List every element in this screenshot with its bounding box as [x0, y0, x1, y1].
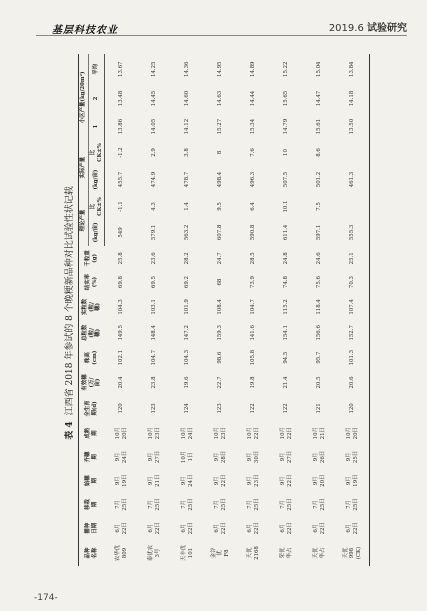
cell-actual-ck — [336, 141, 370, 165]
cell-growth-days: 120 — [336, 395, 370, 421]
col-group-theoretical: 理论产量 — [79, 195, 89, 247]
cell-filled-grains: 118.4 — [316, 299, 323, 315]
cell-actual-kg: 496.3 — [250, 171, 257, 188]
col-thousand-grain-weight: 千粒重 (g) — [79, 246, 105, 270]
cell-seed-setting: 69.5 — [151, 276, 158, 289]
cell-heading-full: 9月 25日 — [336, 445, 370, 469]
cell-maturity: 10月 20日 — [114, 427, 128, 440]
cell-plot-avg: 14.25 — [151, 61, 158, 77]
col-total-grains: 总粒数 (粒/ 穗) — [79, 320, 105, 346]
section-name: 试验研究 — [367, 23, 407, 34]
cell-heading-init: 9月 24日 — [181, 474, 194, 487]
journal-logo: 基层科技农业 — [52, 25, 118, 36]
cell-variety: 农华优 809 — [114, 544, 128, 562]
cell-plot-avg: 15.22 — [283, 61, 290, 77]
cell-transplant: 7月 25日 — [336, 493, 370, 517]
cell-heading-full: 9月 24日 — [114, 450, 128, 464]
cell-filled-grains: 107.4 — [336, 294, 370, 320]
cell-actual-kg: 507.5 — [283, 171, 290, 188]
issue-number: 2019.6 — [328, 23, 364, 34]
cell-seed-setting: 69.2 — [184, 276, 191, 289]
cell-total-grains: 148.4 — [151, 325, 158, 341]
cell-variety: 金谷 优 F8 — [210, 547, 231, 559]
cell-total-grains: 154.1 — [283, 325, 290, 341]
col-theoretical-yield: (kg/亩) — [88, 218, 105, 246]
cell-growth-days: 124 — [184, 403, 191, 414]
caption-number: 表 4 — [65, 421, 75, 440]
cell-eff-panicles: 20.4 — [118, 376, 125, 389]
cell-maturity: 10月 23日 — [214, 427, 227, 440]
header-row-1 — [79, 54, 89, 566]
col-plant-height: 株高 (cm) — [79, 346, 105, 370]
cell-heading-init: 9月 19日 — [114, 474, 128, 487]
cell-transplant: 7月 25日 — [214, 498, 227, 511]
cell-theo-ck: -1.1 — [118, 201, 125, 212]
cell-growth-days: 123 — [217, 403, 224, 414]
cell-sowing: 6月 22日 — [336, 516, 370, 540]
cell-eff-panicles: 20.5 — [316, 376, 323, 389]
cell-maturity: 10月 24日 — [181, 427, 194, 440]
cell-actual-kg: 455.7 — [118, 171, 125, 188]
cell-total-grains: 159.3 — [217, 325, 224, 341]
cell-plot2: 14.45 — [151, 90, 158, 107]
cell-theo-kg: 555.3 — [336, 218, 370, 246]
cell-sowing: 6月 22日 — [280, 522, 293, 535]
col-actual-yield: (kg/亩) — [88, 164, 105, 194]
cell-sowing: 6月 22日 — [114, 522, 128, 535]
cell-plot2: 14.18 — [336, 84, 370, 112]
header-rule — [36, 35, 407, 36]
cell-growth-days: 121 — [316, 403, 323, 414]
cell-theo-kg: 579.1 — [151, 224, 158, 241]
cell-plot-avg: 13.67 — [118, 61, 125, 77]
cell-theo-kg: 590.8 — [250, 224, 257, 241]
cell-transplant: 7月 25日 — [114, 498, 128, 511]
table-row — [138, 54, 171, 566]
cell-tgw: 25.1 — [336, 246, 370, 270]
cell-plot1: 15.61 — [316, 118, 323, 135]
cell-growth-days: 122 — [250, 403, 257, 414]
cell-tgw: 28.2 — [184, 252, 191, 265]
cell-heading-full: 9月 27日 — [280, 450, 293, 464]
cell-tgw: 24.8 — [283, 252, 290, 265]
cell-tgw: 25.8 — [118, 252, 125, 265]
cell-maturity: 10月 20日 — [336, 421, 370, 445]
cell-plot-avg: 13.84 — [336, 54, 370, 84]
cell-tgw: 28.5 — [250, 252, 257, 265]
cell-theo-ck: 6.4 — [250, 202, 257, 211]
cell-theo-ck: 4.3 — [151, 202, 158, 211]
cell-transplant: 7月 25日 — [280, 498, 293, 511]
cell-actual-kg: 501.2 — [316, 171, 323, 188]
cell-plot2: 15.65 — [283, 90, 290, 107]
cell-filled-grains: 103.1 — [151, 299, 158, 315]
cell-plot2: 14.60 — [184, 90, 191, 107]
cell-total-grains: 152.7 — [336, 320, 370, 346]
table-row — [336, 54, 370, 566]
cell-total-grains: 147.2 — [184, 325, 191, 341]
cell-plot1: 15.34 — [250, 118, 257, 135]
cell-plant-height: 94.5 — [283, 351, 290, 364]
table-row — [204, 54, 237, 566]
cell-plant-height: 101.3 — [336, 346, 370, 370]
cell-theo-ck — [336, 195, 370, 219]
col-filled-grains: 实粒数 (粒/ 穗) — [79, 294, 105, 320]
table-row — [303, 54, 336, 566]
cell-total-grains: 149.5 — [118, 325, 125, 341]
cell-transplant: 7月 25日 — [148, 498, 161, 511]
cell-plot1: 15.27 — [217, 118, 224, 135]
col-plot-average: 平均 — [88, 54, 105, 84]
cell-eff-panicles: 22.7 — [217, 376, 224, 389]
rotated-table-block — [58, 50, 398, 570]
cell-seed-setting: 75.6 — [316, 276, 323, 289]
col-variety: 品种 名称 — [79, 540, 105, 566]
col-group-actual: 实际产量 — [79, 141, 89, 195]
cell-filled-grains: 115.2 — [283, 299, 290, 315]
cell-plot2: 14.63 — [217, 90, 224, 107]
cell-eff-panicles: 20.6 — [336, 370, 370, 396]
trait-table — [78, 54, 370, 566]
cell-actual-ck: -1.2 — [118, 147, 125, 158]
cell-growth-days: 123 — [151, 403, 158, 414]
cell-theo-kg: 563.2 — [184, 224, 191, 241]
cell-sowing: 6月 22日 — [247, 522, 260, 535]
col-seed-setting: 结实率 (%) — [79, 270, 105, 294]
cell-heading-init: 9月 20日 — [313, 474, 326, 487]
cell-plant-height: 95.7 — [316, 351, 323, 364]
cell-actual-kg: 478.7 — [184, 171, 191, 188]
caption-text: 江西省 2018 年参试的 8 个晚粳新品种对比试验性状记载 — [65, 186, 75, 416]
cell-plot1: 14.79 — [283, 118, 290, 135]
cell-maturity: 10月 22日 — [247, 427, 260, 440]
cell-growth-days: 122 — [283, 403, 290, 414]
cell-heading-init: 9月 22日 — [214, 474, 227, 487]
cell-actual-ck: 7.6 — [250, 148, 257, 157]
cell-heading-full: 9月 27日 — [148, 450, 161, 464]
cell-heading-init: 9月 22日 — [280, 474, 293, 487]
cell-plant-height: 98.6 — [217, 351, 224, 364]
col-heading-initial: 始穗 期 — [79, 469, 105, 493]
col-group-plot: 小区产量(kg/20m²) — [79, 54, 89, 141]
table-row — [105, 54, 139, 566]
cell-total-grains: 156.6 — [316, 325, 323, 341]
col-growth-days: 全生育 期(d) — [79, 395, 105, 421]
cell-transplant: 7月 25日 — [247, 498, 260, 511]
cell-eff-panicles: 21.4 — [283, 376, 290, 389]
table-row — [237, 54, 270, 566]
cell-actual-ck: 2.9 — [151, 148, 158, 157]
cell-variety: 天优 998 (CK) — [336, 540, 370, 566]
cell-plant-height: 102.1 — [118, 349, 125, 366]
cell-transplant: 7月 25日 — [181, 498, 194, 511]
cell-theo-kg: 597.1 — [316, 224, 323, 241]
cell-sowing: 6月 22日 — [214, 522, 227, 535]
cell-plant-height: 104.3 — [184, 349, 191, 366]
cell-tgw: 24.6 — [316, 252, 323, 265]
page-number: -174- — [34, 593, 58, 603]
cell-theo-kg: 607.8 — [217, 224, 224, 241]
col-plot-1: 1 — [88, 113, 105, 141]
cell-plot2: 13.48 — [118, 90, 125, 107]
cell-theo-ck: 7.5 — [316, 202, 323, 211]
col-sowing: 播种 日期 — [79, 516, 105, 540]
cell-actual-ck: 8 — [217, 150, 224, 155]
col-transplant: 移栽 期 — [79, 493, 105, 517]
cell-plot2: 14.47 — [316, 90, 323, 107]
cell-theo-ck: 1.4 — [184, 202, 191, 211]
cell-actual-ck: 3.8 — [184, 148, 191, 157]
cell-variety: 泰优农 3号 — [148, 544, 161, 562]
cell-theo-kg: 611.4 — [283, 224, 290, 241]
cell-theo-kg: 549 — [118, 227, 125, 238]
cell-plant-height: 104.7 — [151, 349, 158, 366]
cell-maturity: 10月 22日 — [280, 427, 293, 440]
cell-plot2: 14.44 — [250, 90, 257, 107]
col-theoretical-vs-ck: 比 CK±% — [88, 195, 105, 219]
cell-theo-ck: 10.1 — [283, 200, 290, 213]
col-effective-panicles: 有效穗 (万/ 亩) — [79, 370, 105, 396]
table-body — [105, 54, 370, 566]
cell-transplant: 7月 25日 — [313, 498, 326, 511]
cell-eff-panicles: 23.8 — [151, 376, 158, 389]
cell-actual-kg: 474.9 — [151, 171, 158, 188]
col-maturity: 成熟 期 — [79, 421, 105, 445]
cell-plot1: 14.05 — [151, 118, 158, 135]
table-caption — [62, 50, 75, 570]
cell-heading-full: 10月 1日 — [181, 450, 194, 464]
cell-seed-setting: 68 — [217, 278, 224, 286]
cell-plot-avg: 14.36 — [184, 61, 191, 77]
cell-seed-setting: 73.9 — [250, 276, 257, 289]
cell-eff-panicles: 19.6 — [184, 376, 191, 389]
cell-plot1: 13.86 — [118, 118, 125, 135]
cell-heading-init: 9月 21日 — [148, 474, 161, 487]
cell-plot1: 14.12 — [184, 118, 191, 135]
cell-actual-kg: 461.3 — [336, 164, 370, 194]
cell-seed-setting: 70.3 — [336, 270, 370, 294]
cell-sowing: 6月 22日 — [313, 522, 326, 535]
cell-actual-ck: 10 — [283, 149, 290, 156]
cell-heading-full: 9月 28日 — [214, 450, 227, 464]
table-row — [270, 54, 303, 566]
cell-actual-kg: 498.4 — [217, 171, 224, 188]
cell-seed-setting: 74.8 — [283, 276, 290, 289]
col-plot-2: 2 — [88, 84, 105, 112]
cell-filled-grains: 104.3 — [118, 299, 125, 315]
cell-maturity: 10月 21日 — [313, 427, 326, 440]
cell-heading-init: 9月 23日 — [247, 474, 260, 487]
cell-plot-avg: 14.95 — [217, 61, 224, 77]
cell-heading-init: 9月 19日 — [336, 469, 370, 493]
cell-variety: 天优 2168 — [247, 546, 260, 560]
cell-seed-setting: 69.8 — [118, 276, 125, 289]
cell-filled-grains: 104.7 — [250, 299, 257, 315]
cell-eff-panicles: 19.8 — [250, 376, 257, 389]
cell-heading-full: 9月 30日 — [247, 450, 260, 464]
cell-plot-avg: 15.04 — [316, 61, 323, 77]
cell-total-grains: 141.6 — [250, 325, 257, 341]
cell-maturity: 10月 23日 — [148, 427, 161, 440]
cell-plot-avg: 14.89 — [250, 61, 257, 77]
cell-tgw: 24.7 — [217, 252, 224, 265]
cell-theo-ck: 9.5 — [217, 202, 224, 211]
table-row — [171, 54, 204, 566]
cell-variety: 荣优 华占 — [280, 547, 293, 559]
cell-actual-ck: 8.6 — [316, 148, 323, 157]
cell-sowing: 6月 22日 — [181, 522, 194, 535]
col-actual-vs-ck: 比 CK±% — [88, 141, 105, 165]
issue-section — [329, 19, 407, 34]
cell-filled-grains: 101.9 — [184, 299, 191, 315]
cell-plant-height: 105.8 — [250, 349, 257, 366]
cell-tgw: 23.6 — [151, 252, 158, 265]
cell-sowing: 6月 22日 — [148, 522, 161, 535]
cell-plot1: 13.50 — [336, 113, 370, 141]
col-heading-full: 齐穗 期 — [79, 445, 105, 469]
cell-heading-full: 9月 26日 — [313, 450, 326, 464]
cell-growth-days: 120 — [118, 403, 125, 414]
cell-filled-grains: 108.4 — [217, 299, 224, 315]
cell-variety: 天优 华占 — [313, 547, 326, 559]
cell-variety: 天丰优 101 — [181, 544, 194, 562]
